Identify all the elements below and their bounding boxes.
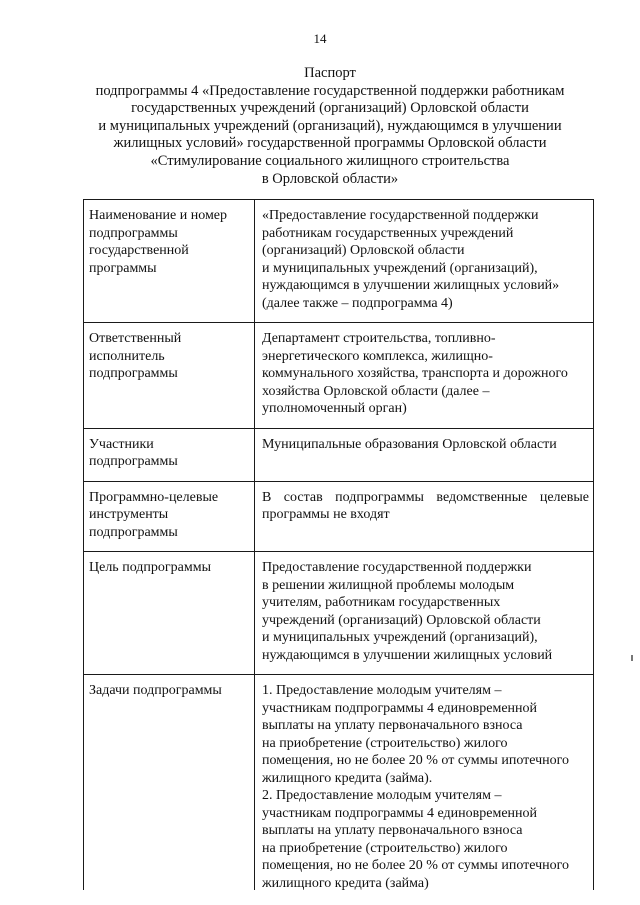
row-value xyxy=(255,675,594,891)
value-line: нуждающимся в улучшении жилищных условий xyxy=(262,647,553,663)
row-label xyxy=(84,200,255,323)
row-value xyxy=(255,200,594,323)
scan-mark xyxy=(631,655,633,661)
value-line: В состав подпрограммы ведомственные целевые xyxy=(262,489,589,505)
value-line: (далее также – подпрограмма 4) xyxy=(262,295,453,311)
table-row xyxy=(84,200,594,323)
row-label xyxy=(84,428,255,481)
value-line: 2. Предоставление молодым учителям – xyxy=(262,788,502,803)
value-line: выплаты на уплату первоначального взноса xyxy=(262,823,523,838)
value-line: Муниципальные образования Орловской области xyxy=(262,436,557,452)
value-line: помещения, но не более 20 % от суммы ипотечного xyxy=(262,858,570,873)
label-line: исполнитель xyxy=(89,348,165,364)
value-line: 1. Предоставление молодым учителям – xyxy=(262,683,502,698)
label-line: Программно-целевые xyxy=(89,489,219,505)
table-row xyxy=(84,552,594,675)
value-line: на приобретение (строительство) жилого xyxy=(262,840,508,856)
title-line: жилищных условий» государственной программы Орловской области xyxy=(113,135,547,152)
title-heading: Паспорт xyxy=(304,65,356,81)
passport-table xyxy=(83,199,594,890)
table-row xyxy=(84,481,594,552)
label-line: программы xyxy=(89,260,157,276)
value-line: хозяйства Орловской области (далее – xyxy=(262,383,490,399)
title-line: подпрограммы 4 «Предоставление государственной поддержки работникам xyxy=(95,82,565,99)
value-line: работникам государственных учреждений xyxy=(262,225,514,241)
label-line: подпрограммы xyxy=(89,225,178,241)
value-line: учителям, работникам государственных xyxy=(262,595,501,610)
document-title xyxy=(60,65,600,188)
value-line: на приобретение (строительство) жилого xyxy=(262,735,508,751)
row-label xyxy=(84,552,255,675)
value-line: программы не входят xyxy=(262,507,390,522)
value-clip xyxy=(262,682,589,890)
value-line: (организаций) Орловской области xyxy=(262,243,465,258)
title-line: и муниципальных учреждений (организаций), нуждающимся в улучшении xyxy=(98,117,562,134)
label-line: государственной xyxy=(89,243,189,258)
label-line: Участники xyxy=(89,436,154,452)
value-line: помещения, но не более 20 % от суммы ипотечного xyxy=(262,753,570,768)
title-line: государственных учреждений (организаций) Орловской области xyxy=(131,100,529,117)
table-row xyxy=(84,428,594,481)
value-line: жилищного кредита (займа). xyxy=(262,770,433,786)
value-line: выплаты на уплату первоначального взноса xyxy=(262,718,523,733)
label-line: подпрограммы xyxy=(89,454,178,469)
label-line: Ответственный xyxy=(89,331,182,346)
row-label xyxy=(84,481,255,552)
label-line: подпрограммы xyxy=(89,366,178,381)
value-line: и муниципальных учреждений (организаций), xyxy=(262,630,538,645)
page-number: 14 xyxy=(313,31,327,46)
row-value xyxy=(255,323,594,429)
title-line: «Стимулирование социального жилищного строительства xyxy=(150,152,510,169)
table-row xyxy=(84,675,594,891)
value-line: и муниципальных учреждений (организаций), xyxy=(262,260,538,276)
value-line: энергетического комплекса, жилищно- xyxy=(262,348,493,364)
label-line: Наименование и номер xyxy=(89,208,228,223)
table-row xyxy=(84,323,594,429)
value-line: участникам подпрограммы 4 единовременной xyxy=(262,805,538,821)
value-line: «Предоставление государственной поддержки xyxy=(262,208,539,223)
row-label xyxy=(84,323,255,429)
label-line: Задачи подпрограммы xyxy=(89,683,222,698)
row-value xyxy=(255,481,594,552)
value-line: учреждений (организаций) Орловской области xyxy=(262,612,541,628)
label-line: подпрограммы xyxy=(89,524,178,540)
value-line: участникам подпрограммы 4 единовременной xyxy=(262,700,538,716)
row-value xyxy=(255,552,594,675)
label-line: Цель подпрограммы xyxy=(89,560,211,575)
value-line: Предоставление государственной поддержки xyxy=(262,560,532,575)
value-line: уполномоченный орган) xyxy=(262,401,407,416)
row-value xyxy=(255,428,594,481)
value-line: в решении жилищной проблемы молодым xyxy=(262,577,515,593)
value-line: коммунального хозяйства, транспорта и дорожного xyxy=(262,366,568,381)
value-line: нуждающимся в улучшении жилищных условий» xyxy=(262,278,560,293)
value-line: жилищного кредита (займа) xyxy=(262,875,429,890)
title-line: в Орловской области» xyxy=(261,170,399,187)
row-label xyxy=(84,675,255,891)
value-line: Департамент строительства, топливно- xyxy=(262,331,496,346)
label-line: инструменты xyxy=(89,507,169,522)
